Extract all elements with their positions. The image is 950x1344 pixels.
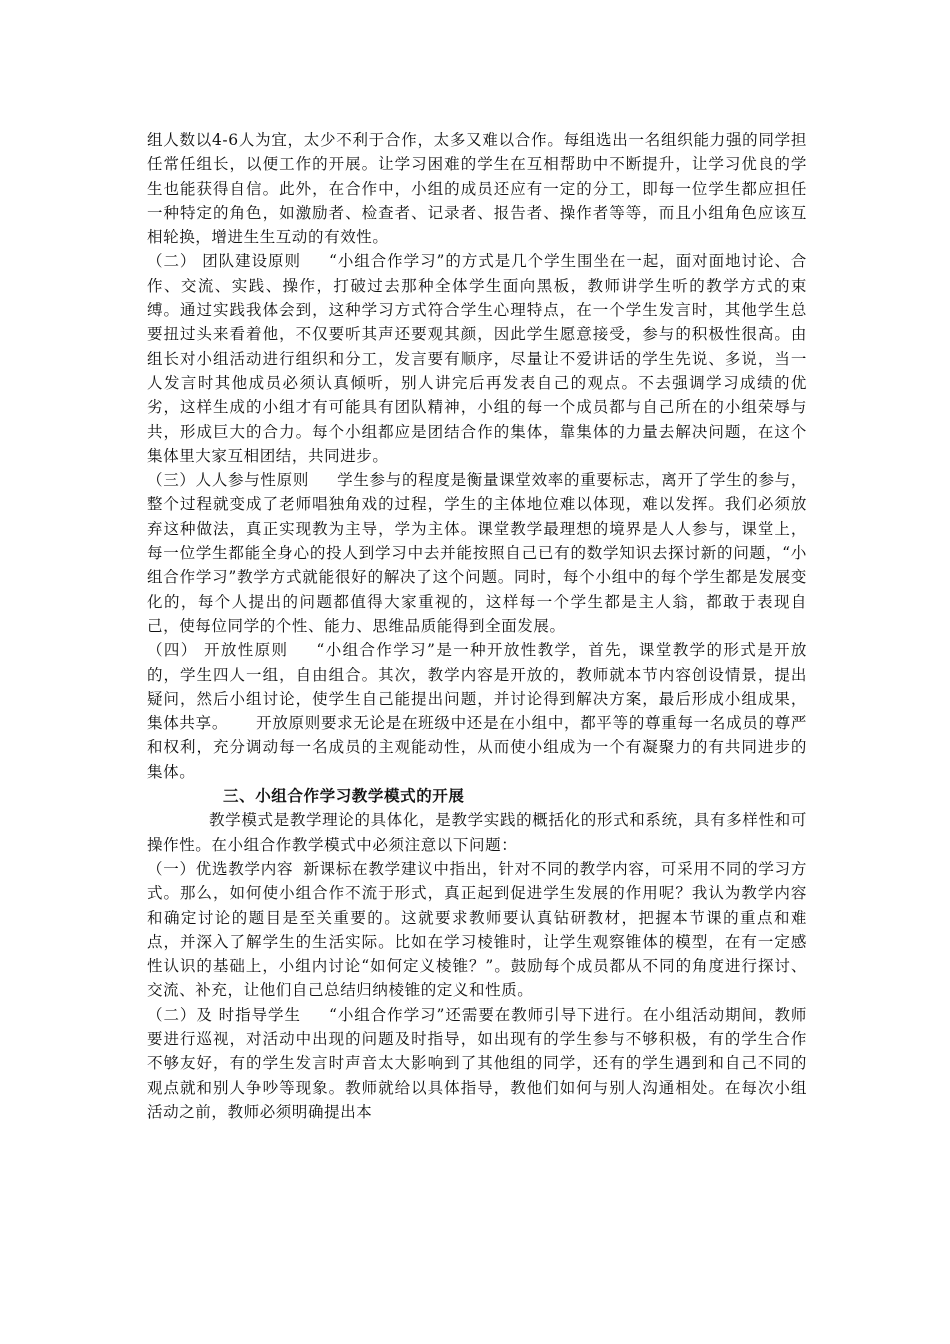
section-text-openness-a: “小组合作学习”是一种开放性教学，首先，课堂教学的形式是开放的，学生四人一组，自由组合。其次，教学内容是开放的，教师就本节内容创设情景，提出疑问，然后小组讨论，使学生自己能提出问题，并讨论得到解决方案，最后形成小组成果，集体共享。 [147, 641, 807, 733]
document-page [147, 128, 807, 1124]
section-select-content [147, 857, 807, 1003]
paragraph-teaching-mode-intro: 教学模式是教学理论的具体化，是教学实践的概括化的形式和系统，具有多样性和可操作性。在小组合作教学模式中必须注意以下问题： [147, 811, 807, 854]
section-label-select-content: （一）优选教学内容 [147, 859, 294, 878]
section-label-team-building: （二） 团队建设原则 [147, 252, 301, 271]
section-label-timely-guidance: （二）及 时指导学生 [147, 1005, 301, 1024]
section-participation [147, 468, 807, 638]
section-text-participation: 学生参与的程度是衡量课堂效率的重要标志，离开了学生的参与，整个过程就变成了老师唱独角戏的过程，学生的主体地位难以体现，难以发挥。我们必须放弃这种做法，真正实现教为主导，学为主体。课堂教学最理想的境界是人人参与，课堂上，每一位学生都能全身心的投人到学习中去并能按照自己已有的数学知识去探讨新的问题，“小组合作学习”教学方式就能很好的解决了这个问题。同时，每个小组中的每个学生都是发展变化的，每个人提出的问题都值得大家重视的，这样每一个学生都是主人翁，都敢于表现自己，使每位同学的个性、能力、思维品质能得到全面发展。 [147, 471, 807, 635]
section-label-openness: （四） 开放性原则 [147, 641, 289, 660]
section-text-timely-guidance: “小组合作学习”还需要在教师引导下进行。在小组活动期间，教师要进行巡视，对活动中出现的问题及时指导，如出现有的学生参与不够积极，有的学生合作不够友好，有的学生发言时声音太大影响到了其他组的同学，还有的学生遇到和自己不同的观点就和别人争吵等现象。教师就给以具体指导，教他们如何与别人沟通相处。在每次小组活动之前，教师必须明确提出本 [147, 1005, 807, 1121]
section-text-select-content: 新课标在教学建议中指出，针对不同的教学内容，可采用不同的学习方式。那么，如何使小组合作不流于形式，真正起到促进学生发展的作用呢？我认为教学内容和确定讨论的题目是至关重要的。这就要求教师要认真钻研教材，把握本节课的重点和难点，并深入了解学生的生活实际。比如在学习棱锥时，让学生观察锥体的模型，在有一定感性认识的基础上，小组内讨论“如何定义棱锥？”。鼓励每个成员都从不同的角度进行探讨、交流、补充，让他们自己总结归纳棱锥的定义和性质。 [147, 859, 807, 1000]
section-team-building [147, 249, 807, 468]
section-openness [147, 638, 807, 784]
section-label-participation: （三）人人参与性原则 [147, 471, 310, 490]
section-timely-guidance [147, 1003, 807, 1124]
section-text-team-building: “小组合作学习”的方式是几个学生围坐在一起，面对面地讨论、合作、交流、实践、操作，打破过去那种全体学生面向黑板，教师讲学生听的教学方式的束缚。通过实践我体会到，这种学习方式符合学生心理特点，在一个学生发言时，其他学生总要扭过头来看着他，不仅要听其声还要观其颜，因此学生愿意接受，参与的积极性很高。由组长对小组活动进行组织和分工，发言要有顺序，尽量让不爱讲话的学生先说、多说，当一人发言时其他成员必须认真倾听，别人讲完后再发表自己的观点。不去强调学习成绩的优劣，这样生成的小组才有可能具有团队精神，小组的每一个成员都与自己所在的小组荣辱与共，形成巨大的合力。每个小组都应是团结合作的集体，靠集体的力量去解决问题，在这个集体里大家互相团结，共同进步。 [147, 252, 807, 465]
paragraph-group-size: 组人数以4-6人为宜，太少不利于合作，太多又难以合作。每组选出一名组织能力强的同学担任常任组长，以便工作的开展。让学习困难的学生在互相帮助中不断提升，让学习优良的学生也能获得自信。此外，在合作中，小组的成员还应有一定的分工，即每一位学生都应担任一种特定的角色，如激励者、检查者、记录者、报告者、操作者等等，而且小组角色应该互相轮换，增进生生互动的有效性。 [147, 131, 807, 247]
chapter-heading-teaching-mode: 三、小组合作学习教学模式的开展 [223, 786, 465, 806]
section-text-openness-b: 开放原则要求无论是在班级中还是在小组中，都平等的尊重每一名成员的尊严和权利，充分调动每一名成员的主观能动性，从而使小组成为一个有凝聚力的有共同进步的集体。 [147, 714, 807, 781]
